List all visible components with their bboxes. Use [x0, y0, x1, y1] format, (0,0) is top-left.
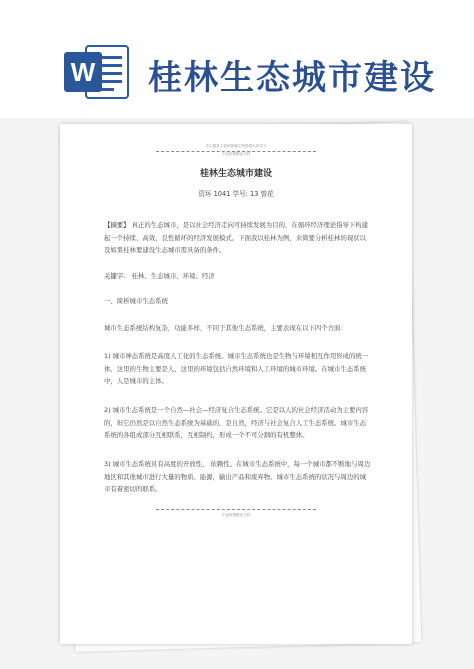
word-document-icon [64, 43, 130, 101]
top-note-line-1: 学人极复了如何独稿文档资源大家学习 [205, 144, 267, 148]
abstract-label: 【摘要】 [104, 221, 130, 229]
abstract-text: 真正的生态城市，是以社会经济走向可持续发展为目的，在循环经济理论指导下构建起一个持续、高效、良性循环的经济发展模式。下面我以桂林为例，来简要分析桂林的现状以及如果桂林要建设生态城市需具备的条件。 [104, 221, 369, 254]
footer-divider [156, 509, 316, 510]
paragraph-2: 2) 城市生态系统是一个自然—社会—经济复合生态系统。它是以人的社会经济活动为主要内容的，但它仍然是以自然生态系统为基础的，是自然，经济与社会复合人工生态系统。城市生态系统的各组成部分互相联系，互相制约，形成一个不可分割的有机整体。 [104, 406, 369, 439]
paragraph-3: 3) 城市生态系统具有高度的开放性、 依赖性。在城市生态系统中，每一个城市都不断地与周边地区和其他城市进行大量的物质、能源，输出产品和废弃物。城市生态系统的状况与周边的城市有着密切的联系。 [104, 460, 371, 493]
keywords-line [104, 270, 372, 283]
bottom-note: 专业收集精品文档 [221, 513, 251, 517]
keywords-text: 桂林、生态城市、环境、经济 [131, 272, 215, 280]
top-note-line-2: 专业收集精品文档 [221, 152, 251, 156]
document-page [60, 124, 412, 644]
svg-text:W: W [70, 57, 96, 87]
paragraph-1: 1) 城市神态系统是高度人工化的生态系统。城市生态系统也是生物与环境相互作用形成的统一体，这里的生物主要是人，这里的环境包括自然环境和人工环境的城市环境。在城市生态系统中，人是城市的主体。 [104, 352, 369, 385]
section-heading: 一、简析城市生态系统 [104, 297, 168, 305]
author-line: 资环 1041 学号: 13 曾花 [198, 190, 274, 198]
header-banner [0, 0, 474, 118]
keywords-label: 关键字： [104, 272, 130, 280]
intro-paragraph: 城市生态系统结构复杂，功能多样，不同于其他生态系统，主要表现在以下四个方面： [104, 324, 347, 332]
document-title: 桂林生态城市建设 [148, 58, 436, 98]
paper-title: 桂林生态城市建设 [199, 169, 272, 179]
abstract-paragraph [104, 219, 372, 257]
